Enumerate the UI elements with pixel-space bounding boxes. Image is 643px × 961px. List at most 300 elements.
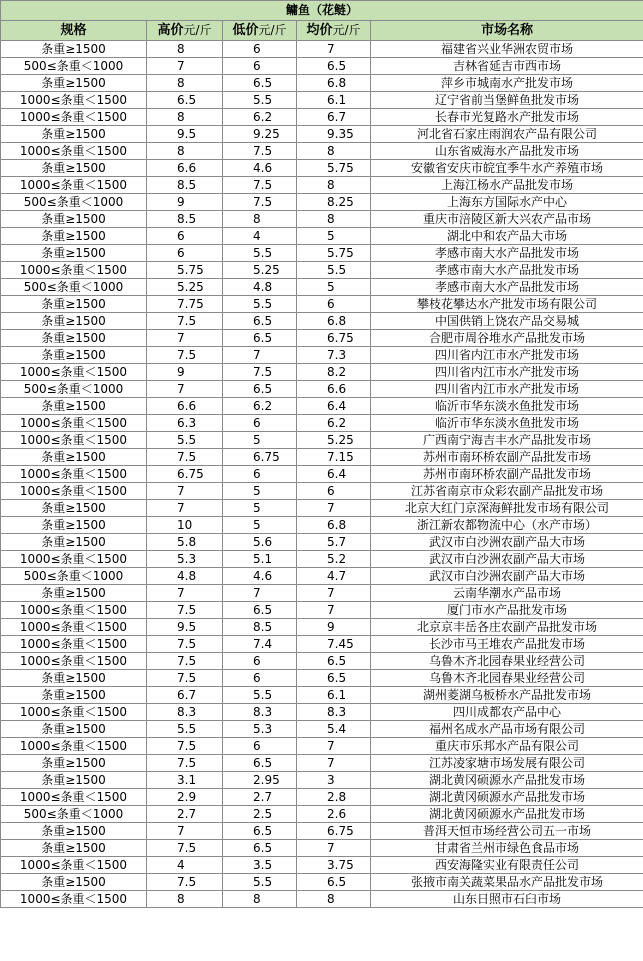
spec-cell: 1000≤条重＜1500 (1, 483, 147, 500)
low-price-cell: 5.5 (223, 92, 297, 109)
low-price-cell: 7 (223, 347, 297, 364)
spec-cell: 1000≤条重＜1500 (1, 143, 147, 160)
spec-cell: 条重≥1500 (1, 160, 147, 177)
table-row (1, 449, 643, 466)
table-row (1, 602, 643, 619)
avg-price-cell: 7 (297, 840, 371, 857)
high-price-cell: 7.5 (147, 347, 223, 364)
market-name-cell: 浙江新农都物流中心（水产市场） (371, 517, 643, 534)
spec-cell: 1000≤条重＜1500 (1, 738, 147, 755)
avg-price-cell: 5.2 (297, 551, 371, 568)
avg-price-cell: 7.15 (297, 449, 371, 466)
high-price-cell: 8 (147, 109, 223, 126)
low-price-cell: 2.7 (223, 789, 297, 806)
low-price-cell: 8.3 (223, 704, 297, 721)
market-name-cell: 云南华潮水产品市场 (371, 585, 643, 602)
low-price-cell: 6.5 (223, 330, 297, 347)
table-row (1, 755, 643, 772)
low-price-cell: 6 (223, 415, 297, 432)
market-name-cell: 上海江杨水产品批发市场 (371, 177, 643, 194)
spec-cell: 1000≤条重＜1500 (1, 92, 147, 109)
high-price-cell: 7.5 (147, 449, 223, 466)
low-price-cell: 5.5 (223, 874, 297, 891)
table-row (1, 857, 643, 874)
market-name-cell: 武汉市白沙洲农副产品大市场 (371, 568, 643, 585)
avg-price-cell: 6.5 (297, 670, 371, 687)
table-row (1, 653, 643, 670)
low-price-cell: 6.5 (223, 755, 297, 772)
high-price-cell: 7.5 (147, 602, 223, 619)
spec-cell: 条重≥1500 (1, 585, 147, 602)
spec-cell: 条重≥1500 (1, 534, 147, 551)
table-row (1, 517, 643, 534)
low-price-cell: 6 (223, 738, 297, 755)
low-price-cell: 7.5 (223, 364, 297, 381)
market-name-cell: 乌鲁木齐北园春果业经营公司 (371, 653, 643, 670)
high-price-cell: 9.5 (147, 126, 223, 143)
spec-cell: 条重≥1500 (1, 245, 147, 262)
table-row (1, 364, 643, 381)
low-price-cell: 7 (223, 585, 297, 602)
high-price-cell: 6 (147, 245, 223, 262)
header-market: 市场名称 (371, 21, 643, 41)
high-price-cell: 6 (147, 228, 223, 245)
high-price-cell: 9 (147, 194, 223, 211)
header-row (1, 21, 643, 41)
spec-cell: 1000≤条重＜1500 (1, 109, 147, 126)
table-row (1, 772, 643, 789)
table-row (1, 840, 643, 857)
avg-price-cell: 6.7 (297, 109, 371, 126)
low-price-cell: 5.5 (223, 687, 297, 704)
avg-price-cell: 6.75 (297, 330, 371, 347)
high-price-cell: 4.8 (147, 568, 223, 585)
market-name-cell: 厦门市水产品批发市场 (371, 602, 643, 619)
table-row (1, 262, 643, 279)
avg-price-cell: 5.75 (297, 160, 371, 177)
high-price-cell: 8.5 (147, 177, 223, 194)
table-row (1, 211, 643, 228)
high-price-cell: 7 (147, 500, 223, 517)
low-price-cell: 6.5 (223, 823, 297, 840)
table-row (1, 823, 643, 840)
high-price-cell: 8.3 (147, 704, 223, 721)
avg-price-cell: 6.8 (297, 313, 371, 330)
low-price-cell: 7.5 (223, 143, 297, 160)
low-price-cell: 5.3 (223, 721, 297, 738)
high-price-cell: 7.5 (147, 840, 223, 857)
avg-price-cell: 6.4 (297, 398, 371, 415)
table-row (1, 483, 643, 500)
low-price-cell: 6 (223, 670, 297, 687)
low-price-cell: 7.5 (223, 194, 297, 211)
spec-cell: 500≤条重＜1000 (1, 194, 147, 211)
avg-price-cell: 2.8 (297, 789, 371, 806)
market-name-cell: 江苏凌家塘市场发展有限公司 (371, 755, 643, 772)
avg-price-cell: 8.25 (297, 194, 371, 211)
low-price-cell: 5.5 (223, 296, 297, 313)
avg-price-cell: 8 (297, 891, 371, 908)
table-row (1, 551, 643, 568)
table-row (1, 330, 643, 347)
spec-cell: 条重≥1500 (1, 126, 147, 143)
market-name-cell: 临沂市华东淡水鱼批发市场 (371, 415, 643, 432)
market-name-cell: 中国供销上饶农产品交易城 (371, 313, 643, 330)
table-row (1, 398, 643, 415)
low-price-cell: 6 (223, 58, 297, 75)
avg-price-cell: 8 (297, 211, 371, 228)
market-name-cell: 辽宁省前当堡鲜鱼批发市场 (371, 92, 643, 109)
table-row (1, 670, 643, 687)
spec-cell: 条重≥1500 (1, 211, 147, 228)
spec-cell: 500≤条重＜1000 (1, 568, 147, 585)
avg-price-cell: 2.6 (297, 806, 371, 823)
avg-price-cell: 3 (297, 772, 371, 789)
avg-price-cell: 9 (297, 619, 371, 636)
spec-cell: 1000≤条重＜1500 (1, 415, 147, 432)
high-price-cell: 5.5 (147, 721, 223, 738)
market-name-cell: 重庆市涪陵区新大兴农产品市场 (371, 211, 643, 228)
avg-price-cell: 7 (297, 755, 371, 772)
market-name-cell: 普洱天恒市场经营公司五一市场 (371, 823, 643, 840)
low-price-cell: 6.5 (223, 602, 297, 619)
table-title: 鳙鱼（花鲢） (1, 1, 643, 21)
table-row (1, 721, 643, 738)
spec-cell: 条重≥1500 (1, 75, 147, 92)
avg-price-cell: 6 (297, 483, 371, 500)
high-price-cell: 7.5 (147, 653, 223, 670)
spec-cell: 1000≤条重＜1500 (1, 704, 147, 721)
header-high-price: 高价元/斤 (147, 21, 223, 41)
spec-cell: 条重≥1500 (1, 449, 147, 466)
avg-price-cell: 4.7 (297, 568, 371, 585)
spec-cell: 条重≥1500 (1, 296, 147, 313)
table-row (1, 415, 643, 432)
market-name-cell: 江苏省南京市众彩农副产品批发市场 (371, 483, 643, 500)
high-price-cell: 6.6 (147, 398, 223, 415)
spec-cell: 1000≤条重＜1500 (1, 602, 147, 619)
market-name-cell: 广西南宁海吉丰水产品批发市场 (371, 432, 643, 449)
low-price-cell: 6.5 (223, 75, 297, 92)
market-name-cell: 湖北黄冈硕源水产品批发市场 (371, 806, 643, 823)
high-price-cell: 6.7 (147, 687, 223, 704)
market-name-cell: 湖北黄冈硕源水产品批发市场 (371, 789, 643, 806)
avg-price-cell: 7 (297, 585, 371, 602)
market-name-cell: 武汉市白沙洲农副产品大市场 (371, 534, 643, 551)
spec-cell: 条重≥1500 (1, 228, 147, 245)
high-price-cell: 7.5 (147, 738, 223, 755)
market-name-cell: 上海东方国际水产中心 (371, 194, 643, 211)
low-price-cell: 6 (223, 41, 297, 58)
low-price-cell: 4.6 (223, 568, 297, 585)
low-price-cell: 7.5 (223, 177, 297, 194)
avg-price-cell: 6.5 (297, 874, 371, 891)
high-price-cell: 8 (147, 891, 223, 908)
market-name-cell: 长沙市马王堆农产品批发市场 (371, 636, 643, 653)
avg-price-cell: 5 (297, 279, 371, 296)
table-row (1, 313, 643, 330)
low-price-cell: 2.95 (223, 772, 297, 789)
avg-price-cell: 6 (297, 296, 371, 313)
spec-cell: 条重≥1500 (1, 840, 147, 857)
spec-cell: 条重≥1500 (1, 330, 147, 347)
avg-price-cell: 5 (297, 228, 371, 245)
market-name-cell: 安徽省安庆市皖宜季牛水产养殖市场 (371, 160, 643, 177)
low-price-cell: 8 (223, 211, 297, 228)
high-price-cell: 5.5 (147, 432, 223, 449)
low-price-cell: 4.8 (223, 279, 297, 296)
market-name-cell: 河北省石家庄雨润农产品有限公司 (371, 126, 643, 143)
spec-cell: 条重≥1500 (1, 313, 147, 330)
table-row (1, 279, 643, 296)
high-price-cell: 7.75 (147, 296, 223, 313)
spec-cell: 条重≥1500 (1, 670, 147, 687)
market-name-cell: 湖北中和农产品大市场 (371, 228, 643, 245)
high-price-cell: 7.5 (147, 755, 223, 772)
avg-price-cell: 7 (297, 41, 371, 58)
low-price-cell: 9.25 (223, 126, 297, 143)
market-name-cell: 合肥市周谷堆水产品批发市场 (371, 330, 643, 347)
spec-cell: 条重≥1500 (1, 347, 147, 364)
low-price-cell: 6.5 (223, 840, 297, 857)
market-name-cell: 苏州市南环桥农副产品批发市场 (371, 449, 643, 466)
market-name-cell: 四川省内江市水产批发市场 (371, 347, 643, 364)
avg-price-cell: 7 (297, 500, 371, 517)
table-row (1, 432, 643, 449)
market-name-cell: 重庆市乐邦水产品有限公司 (371, 738, 643, 755)
market-name-cell: 孝感市南大水产品批发市场 (371, 245, 643, 262)
avg-price-cell: 8.3 (297, 704, 371, 721)
market-name-cell: 湖北黄冈硕源水产品批发市场 (371, 772, 643, 789)
high-price-cell: 8 (147, 143, 223, 160)
high-price-cell: 6.3 (147, 415, 223, 432)
spec-cell: 条重≥1500 (1, 41, 147, 58)
market-name-cell: 临沂市华东淡水鱼批发市场 (371, 398, 643, 415)
market-name-cell: 萍乡市城南水产批发市场 (371, 75, 643, 92)
spec-cell: 条重≥1500 (1, 823, 147, 840)
low-price-cell: 5.1 (223, 551, 297, 568)
table-row (1, 704, 643, 721)
high-price-cell: 5.75 (147, 262, 223, 279)
market-name-cell: 孝感市南大水产品批发市场 (371, 279, 643, 296)
avg-price-cell: 5.5 (297, 262, 371, 279)
table-row (1, 381, 643, 398)
avg-price-cell: 7.3 (297, 347, 371, 364)
high-price-cell: 7 (147, 330, 223, 347)
spec-cell: 1000≤条重＜1500 (1, 857, 147, 874)
low-price-cell: 5 (223, 500, 297, 517)
high-price-cell: 7.5 (147, 670, 223, 687)
market-name-cell: 北京大红门京深海鲜批发市场有限公司 (371, 500, 643, 517)
spec-cell: 1000≤条重＜1500 (1, 364, 147, 381)
high-price-cell: 5.3 (147, 551, 223, 568)
low-price-cell: 5 (223, 517, 297, 534)
spec-cell: 1000≤条重＜1500 (1, 177, 147, 194)
high-price-cell: 6.5 (147, 92, 223, 109)
table-row (1, 296, 643, 313)
spec-cell: 1000≤条重＜1500 (1, 466, 147, 483)
market-name-cell: 甘肃省兰州市绿色食品市场 (371, 840, 643, 857)
low-price-cell: 7.4 (223, 636, 297, 653)
table-row (1, 109, 643, 126)
spec-cell: 条重≥1500 (1, 772, 147, 789)
avg-price-cell: 6.4 (297, 466, 371, 483)
low-price-cell: 5 (223, 483, 297, 500)
avg-price-cell: 7 (297, 738, 371, 755)
table-row (1, 347, 643, 364)
avg-price-cell: 6.8 (297, 75, 371, 92)
high-price-cell: 7 (147, 483, 223, 500)
table-row (1, 619, 643, 636)
avg-price-cell: 5.7 (297, 534, 371, 551)
market-name-cell: 福建省兴业华洲农贸市场 (371, 41, 643, 58)
market-name-cell: 山东省威海水产品批发市场 (371, 143, 643, 160)
high-price-cell: 9.5 (147, 619, 223, 636)
avg-price-cell: 6.2 (297, 415, 371, 432)
table-row (1, 228, 643, 245)
spec-cell: 条重≥1500 (1, 721, 147, 738)
table-row (1, 245, 643, 262)
table-row (1, 126, 643, 143)
high-price-cell: 4 (147, 857, 223, 874)
title-row (1, 1, 643, 21)
high-price-cell: 5.8 (147, 534, 223, 551)
spec-cell: 1000≤条重＜1500 (1, 636, 147, 653)
avg-price-cell: 5.4 (297, 721, 371, 738)
table-row (1, 636, 643, 653)
table-row (1, 789, 643, 806)
high-price-cell: 6.75 (147, 466, 223, 483)
market-name-cell: 湖州菱湖乌板桥水产品批发市场 (371, 687, 643, 704)
table-row (1, 585, 643, 602)
spec-cell: 条重≥1500 (1, 687, 147, 704)
table-row (1, 806, 643, 823)
high-price-cell: 5.25 (147, 279, 223, 296)
low-price-cell: 6 (223, 653, 297, 670)
avg-price-cell: 7.45 (297, 636, 371, 653)
spec-cell: 1000≤条重＜1500 (1, 262, 147, 279)
market-name-cell: 吉林省延吉市西市场 (371, 58, 643, 75)
table-row (1, 891, 643, 908)
market-name-cell: 西安海隆实业有限责任公司 (371, 857, 643, 874)
spec-cell: 条重≥1500 (1, 755, 147, 772)
high-price-cell: 8.5 (147, 211, 223, 228)
spec-cell: 1000≤条重＜1500 (1, 432, 147, 449)
spec-cell: 1000≤条重＜1500 (1, 891, 147, 908)
market-name-cell: 武汉市白沙洲农副产品大市场 (371, 551, 643, 568)
avg-price-cell: 5.75 (297, 245, 371, 262)
spec-cell: 条重≥1500 (1, 874, 147, 891)
table-row (1, 194, 643, 211)
spec-cell: 1000≤条重＜1500 (1, 789, 147, 806)
table-row (1, 466, 643, 483)
table-row (1, 874, 643, 891)
market-name-cell: 北京京丰岳各庄农副产品批发市场 (371, 619, 643, 636)
table-row (1, 58, 643, 75)
low-price-cell: 5.6 (223, 534, 297, 551)
spec-cell: 1000≤条重＜1500 (1, 619, 147, 636)
market-name-cell: 张掖市南关蔬菜果品水产品批发市场 (371, 874, 643, 891)
high-price-cell: 8 (147, 41, 223, 58)
spec-cell: 500≤条重＜1000 (1, 279, 147, 296)
header-avg-price: 均价元/斤 (297, 21, 371, 41)
high-price-cell: 6.6 (147, 160, 223, 177)
low-price-cell: 6.2 (223, 398, 297, 415)
low-price-cell: 6.2 (223, 109, 297, 126)
low-price-cell: 8.5 (223, 619, 297, 636)
table-row (1, 160, 643, 177)
high-price-cell: 7 (147, 585, 223, 602)
low-price-cell: 4.6 (223, 160, 297, 177)
spec-cell: 条重≥1500 (1, 517, 147, 534)
market-name-cell: 福州名成水产品市场有限公司 (371, 721, 643, 738)
table-row (1, 500, 643, 517)
market-name-cell: 山东日照市石臼市场 (371, 891, 643, 908)
spec-cell: 条重≥1500 (1, 500, 147, 517)
high-price-cell: 8 (147, 75, 223, 92)
low-price-cell: 5.25 (223, 262, 297, 279)
spec-cell: 条重≥1500 (1, 398, 147, 415)
high-price-cell: 7 (147, 381, 223, 398)
low-price-cell: 2.5 (223, 806, 297, 823)
avg-price-cell: 6.8 (297, 517, 371, 534)
table-row (1, 92, 643, 109)
high-price-cell: 10 (147, 517, 223, 534)
avg-price-cell: 9.35 (297, 126, 371, 143)
low-price-cell: 4 (223, 228, 297, 245)
avg-price-cell: 6.75 (297, 823, 371, 840)
avg-price-cell: 6.5 (297, 58, 371, 75)
market-name-cell: 四川成都农产品中心 (371, 704, 643, 721)
table-row (1, 687, 643, 704)
table-row (1, 534, 643, 551)
table-row (1, 75, 643, 92)
spec-cell: 1000≤条重＜1500 (1, 653, 147, 670)
table-row (1, 41, 643, 58)
high-price-cell: 7 (147, 58, 223, 75)
low-price-cell: 8 (223, 891, 297, 908)
low-price-cell: 5 (223, 432, 297, 449)
market-name-cell: 苏州市南环桥农副产品批发市场 (371, 466, 643, 483)
header-spec: 规格 (1, 21, 147, 41)
high-price-cell: 7.5 (147, 313, 223, 330)
table-row (1, 738, 643, 755)
table-row (1, 568, 643, 585)
spec-cell: 500≤条重＜1000 (1, 58, 147, 75)
avg-price-cell: 6.5 (297, 653, 371, 670)
avg-price-cell: 3.75 (297, 857, 371, 874)
market-name-cell: 乌鲁木齐北园春果业经营公司 (371, 670, 643, 687)
market-name-cell: 孝感市南大水产品批发市场 (371, 262, 643, 279)
low-price-cell: 3.5 (223, 857, 297, 874)
low-price-cell: 6.5 (223, 313, 297, 330)
spec-cell: 500≤条重＜1000 (1, 381, 147, 398)
avg-price-cell: 6.1 (297, 687, 371, 704)
high-price-cell: 3.1 (147, 772, 223, 789)
market-name-cell: 四川省内江市水产批发市场 (371, 364, 643, 381)
low-price-cell: 6 (223, 466, 297, 483)
low-price-cell: 6.75 (223, 449, 297, 466)
market-name-cell: 四川省内江市水产批发市场 (371, 381, 643, 398)
low-price-cell: 6.5 (223, 381, 297, 398)
spec-cell: 500≤条重＜1000 (1, 806, 147, 823)
avg-price-cell: 6.6 (297, 381, 371, 398)
table-row (1, 143, 643, 160)
high-price-cell: 7 (147, 823, 223, 840)
avg-price-cell: 5.25 (297, 432, 371, 449)
avg-price-cell: 8 (297, 177, 371, 194)
spec-cell: 1000≤条重＜1500 (1, 551, 147, 568)
